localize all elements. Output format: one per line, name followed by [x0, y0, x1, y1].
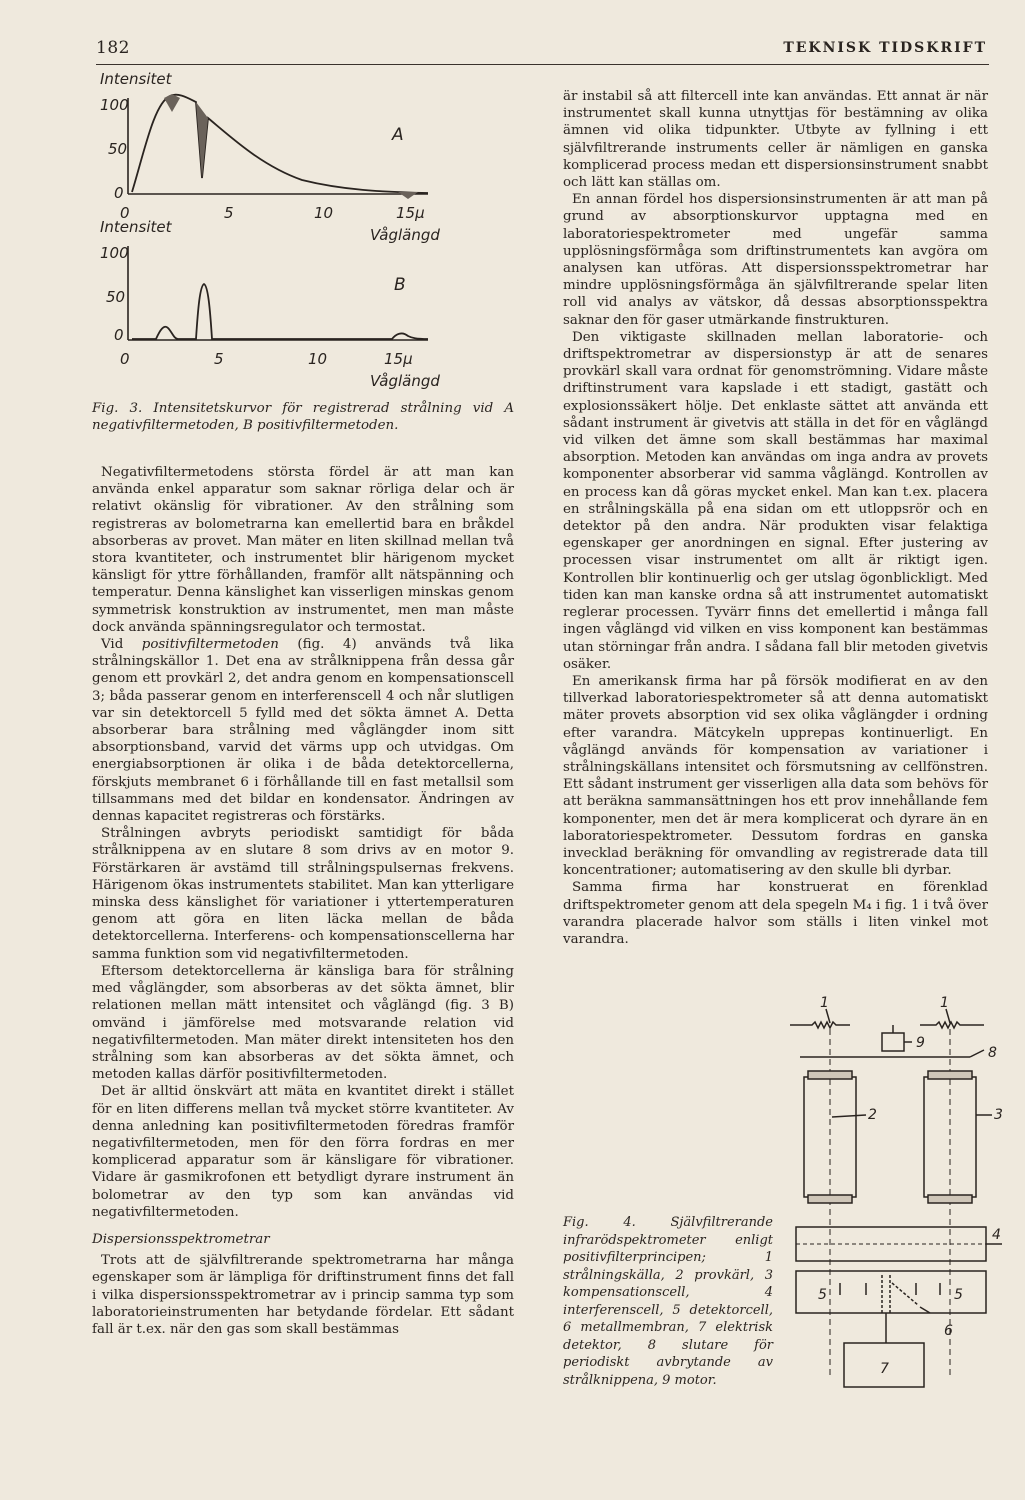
chart-a-y-tick-100: 100 — [100, 96, 129, 114]
right-column — [563, 88, 988, 948]
left-paragraph-5: Det är alltid önskvärt att mäta en kvantitet direkt i stället för en liten differens mellan två mycket större kvantiteter. Av denna anledning kan positivfiltermetoden föredras framför negativfiltermetoden, men för den förra fordras en mer komplicerad apparatur som är känsligare för vibrationer. Vidare är gasmikrofonen ett betydligt dyrare instrument än bolometrar av den typ som kan användas vid negativfiltermetoden. — [92, 1084, 514, 1220]
chart-b-curve — [132, 284, 428, 339]
chart-b-y-tick-100: 100 — [100, 244, 129, 262]
label-compensation-cell: 3 — [994, 1107, 1003, 1123]
label-detector-left: 5 — [818, 1287, 827, 1303]
label-shutter: 8 — [988, 1045, 997, 1061]
chart-a-y-tick-50: 50 — [108, 140, 128, 158]
source-right-filament — [920, 1022, 970, 1028]
chart-b-y-tick-0: 0 — [114, 326, 124, 344]
figure-3 — [92, 68, 522, 398]
chart-a-panel-label: A — [392, 125, 404, 145]
motor-box — [882, 1033, 904, 1051]
figure-4-caption-block — [563, 1214, 773, 1389]
label-source-left: 1 — [820, 995, 829, 1011]
label-electric-detector: 7 — [880, 1361, 889, 1377]
chart-b-x-title: Våglängd — [370, 372, 440, 390]
chart-a-x-title: Våglängd — [370, 226, 440, 244]
right-paragraph-4: En amerikansk firma har på försök modifierat en av den tillverkad laboratoriespektrometer så att denna automatiskt mäter provets absorption vid sex olika våglängder i ordning efter varandra. Mätcykeln upprepas kontinuerligt. En våglängd används för kompensation av variationer i strålningskällans intensitet och försmutsning av cellfönstren. Ett sådant instrument ger visserligen alla data som behövs för att beräkna sammansättningen hos ett prov innehållande fem komponenter, men det är mera komplicerat och dyrare än en laboratoriespektrometer. Dessutom fordras en ganska invecklad beräkning för omvandling av registrerade data till koncentrationer; automatisering av den skulle bli dyrbar. — [563, 673, 988, 879]
label-interference-cell: 4 — [992, 1227, 1001, 1243]
chart-a-x-tick-0: 0 — [120, 204, 130, 222]
chart-a-x-tick-15: 15µ — [396, 204, 425, 222]
right-paragraph-3: Den viktigaste skillnaden mellan laboratorie- och driftspektrometrar av dispersionstyp är att de senares provkärl skall vara ordnat för genomströmning. Vidare måste driftinstrument vara kapslade i ett stadigt, gastätt och explosionssäkert hölje. Det enklaste sättet att använda ett sådant instrument är givetvis att ställa in det för en våglängd vid vilken det ämne som skall bestämmas har maximal absorption. Metoden kan användas om inga andra av provets komponenter absorberar vid samma våglängd. Kontrollen av en process kan då göras mycket enkel. Man kan t.ex. placera en strålningskälla på ena sidan om ett utloppsrör och en detektor på den andra. När produkten visar felaktiga egenskaper ger anordningen en signal. Efter justering av processen visar instrumentet om allt är riktigt igen. Kontrollen blir kontinuerlig och ger utslag ögonblickligt. Med tiden kan man kanske ordna så att instrumentet automatiskt reglerar processen. Tyvärr finns det emellertid i många fall ingen våglängd vid vilken en viss komponent kan bestämmas utan störningar från andra. I sådana fall blir metoden givetvis osäker. — [563, 329, 988, 672]
source-left-filament — [804, 1022, 850, 1028]
label-detector-right: 5 — [954, 1287, 963, 1303]
left-paragraph-2-prefix: Vid — [101, 637, 142, 653]
chart-b-y-title: Intensitet — [100, 218, 172, 236]
chart-b-panel-label: B — [394, 275, 406, 295]
left-column — [92, 464, 514, 1338]
label-sample-cell: 2 — [868, 1107, 877, 1123]
chart-b-y-tick-50: 50 — [106, 288, 126, 306]
metal-membrane — [882, 1275, 890, 1313]
left-paragraph-1: Negativfiltermetodens största fördel är att man kan använda enkel apparatur som saknar rörliga delar och är relativt okänslig för vibrationer. Av den strålning som registreras av bolometrarna kan emellertid bara en bråkdel absorberas av provet. Man mäter en liten skillnad mellan två stora kvantiteter, och instrumentet blir härigenom mycket känsligt för yttre förhållanden, framför allt nätspänning och temperatur. Denna känslighet kan visserligen minskas genom symmetrisk konstruktion av instrumentet, men man måste dock använda spänningsregulator och termostat. — [92, 465, 514, 635]
journal-title: TEKNISK TIDSKRIFT — [783, 40, 987, 56]
chart-a-absorption-band-3 — [398, 192, 418, 199]
chart-a-x-tick-5: 5 — [224, 204, 234, 222]
chart-b-x-tick-10: 10 — [308, 350, 328, 368]
header-rule — [96, 64, 989, 65]
figure-4-caption: Fig. 4. Självfiltrerande infrarödspektrometer enligt positivfilterprincipen; 1 strålningskälla, 2 provkärl, 3 kompensationscell, 4 interferenscell, 5 detektorcell, 6 metallmembran, 7 elektrisk detektor, 8 slutare för periodiskt avbrytande av strålknippena, 9 motor. — [563, 1215, 773, 1388]
right-paragraph-2: En annan fördel hos dispersionsinstrumenten är att man på grund av absorptionskurvor upptagna med en laboratoriespektrometer med ungefär samma upplösningsförmåga som driftinstrumentets kan avgöra om analysen kan utföras. Att dispersionsspektrometrar har mindre upplösningsförmåga än självfiltrerande spelar liten roll vid analys av vätskor, då dessas absorptionsspektra saknar den för gaser utmärkande finstrukturen. — [563, 192, 988, 328]
chart-b-x-tick-0: 0 — [120, 350, 130, 368]
figure-3-caption: Fig. 3. Intensitetskurvor för registrerad strålning vid A negativfiltermetoden, B positivfiltermetoden. — [92, 401, 514, 434]
chart-a-y-tick-0: 0 — [114, 184, 124, 202]
chart-b-x-tick-5: 5 — [214, 350, 224, 368]
label-motor: 9 — [916, 1035, 925, 1051]
figure-3-caption-block — [92, 400, 514, 434]
chart-b-x-tick-15: 15µ — [384, 350, 413, 368]
chart-a-x-tick-10: 10 — [314, 204, 334, 222]
figure-4-diagram — [770, 995, 1010, 1395]
left-paragraph-2-italic: positivfiltermetoden — [141, 637, 279, 653]
chart-a-y-title: Intensitet — [100, 70, 172, 88]
chart-a-curve — [132, 95, 428, 193]
chart-a-absorption-band-2 — [164, 94, 180, 112]
right-paragraph-5: Samma firma har konstruerat en förenklad driftspektrometer genom att dela spegeln M₄ i fig. 1 i två över varandra placerade halvor som ställs i liten vinkel mot varandra. — [563, 880, 988, 947]
page-number: 182 — [96, 38, 130, 58]
section-heading-dispersion: Dispersionsspektrometrar — [92, 1231, 270, 1247]
left-paragraph-2-rest: (fig. 4) används två lika strålningskällor 1. Det ena av strålknippena från dessa går genom ett provkärl 2, det andra genom en kompensationscell 3; båda passerar genom en interferenscell 4 och når slutligen var sin detektorcell 5 fylld med det sökta ämnet A. Detta absorberar bara strålning med våglängder inom sitt absorptionsband, varvid det värms upp och utvidgas. Om energiabsorptionen är olika i de båda detektorcellerna, förskjuts membranet 6 i förhållande till en fast metallsil som tillsammans med det bildar en kondensator. Ändringen av dennas kapacitet registreras och förstärks. — [92, 637, 514, 825]
label-source-right: 1 — [940, 995, 949, 1011]
left-paragraph-4: Eftersom detektorcellerna är känsliga bara för strålning med våglängder, som absorberas av det sökta ämnet, blir relationen mellan mätt intensitet och våglängd (fig. 3 B) omvänd i jämförelse med motsvarande relation vid negativfiltermetoden. Man mäter direkt intensiteten hos den strålning som kan absorberas av det sökta ämnet, och metoden kallas därför positivfiltermetoden. — [92, 963, 514, 1083]
left-paragraph-3: Strålningen avbryts periodiskt samtidigt för båda strålknippena av en slutare 8 som drivs av en motor 9. Förstärkaren är avstämd till strålningspulsernas frekvens. Härigenom ökas instrumentets stabilitet. Man kan ytterligare minska dess känslighet för variationer i yttertemperaturen genom att göra en liten läcka mellan de båda detektorcellerna. Interferens- och kompensationscellerna har samma funktion som vid negativfiltermetoden. — [92, 826, 514, 962]
right-paragraph-1: är instabil så att filtercell inte kan användas. Ett annat är när instrumentet skall kunna utnyttjas för bestämning av olika ämnen vid olika tidpunkter. Utbyte av fyllning i ett självfiltrerande instruments celler är nämligen en ganska komplicerad process medan ett dispersionsinstrument snabbt och lätt kan ställas om. — [563, 89, 988, 191]
left-paragraph-6: Trots att de självfiltrerande spektrometrarna har många egenskaper som är lämpliga för driftinstrument finns det fall i vilka dispersionsspektrometrar av i princip samma typ som laboratorieinstrumenten har betydande fördelar. Ett sådant fall är t.ex. när den gas som skall bestämmas — [92, 1253, 514, 1337]
label-membrane: 6 — [944, 1323, 953, 1339]
left-paragraph-2 — [92, 636, 514, 825]
